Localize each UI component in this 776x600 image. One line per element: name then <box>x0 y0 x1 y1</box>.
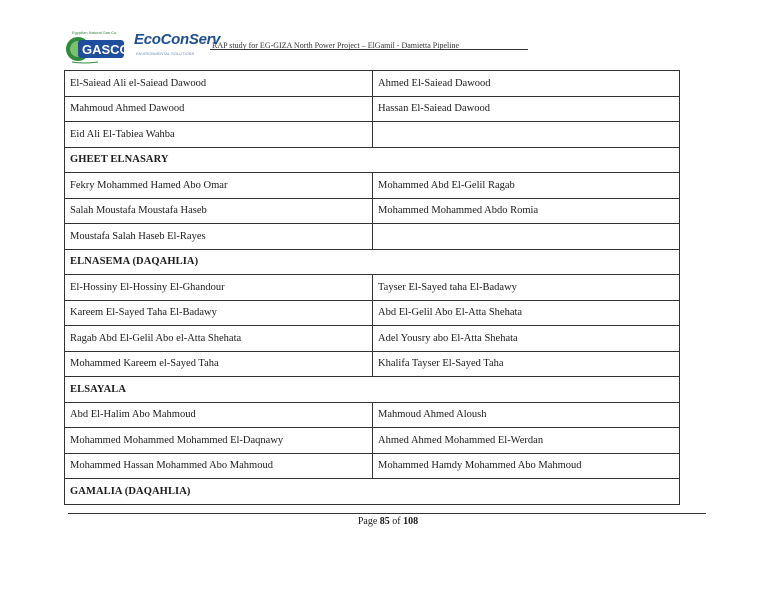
footer-divider <box>68 513 706 514</box>
name-cell-right: Tayser El-Sayed taha El-Badawy <box>373 275 680 301</box>
section-row <box>65 479 680 505</box>
name-cell-right: Khalifa Tayser El-Sayed Taha <box>373 351 680 377</box>
names-table-body <box>65 71 680 505</box>
name-cell-right: Abd El-Gelil Abo El-Atta Shehata <box>373 300 680 326</box>
table-row <box>65 453 680 479</box>
name-cell-left: Mohammed Hassan Mohammed Abo Mahmoud <box>65 453 373 479</box>
table-row <box>65 326 680 352</box>
table-row <box>65 351 680 377</box>
name-cell-left: Moustafa Salah Haseb El-Rayes <box>65 224 373 250</box>
table-row <box>65 96 680 122</box>
section-row <box>65 147 680 173</box>
name-cell-right: Mohammed Hamdy Mohammed Abo Mahmoud <box>373 453 680 479</box>
header-divider <box>210 49 528 50</box>
section-row <box>65 377 680 403</box>
page-of-label: of <box>392 516 401 527</box>
name-cell-left: El-Saiead Ali el-Saiead Dawood <box>65 71 373 97</box>
section-heading: ELNASEMA (DAQAHLIA) <box>65 249 680 275</box>
page-header <box>64 26 530 66</box>
section-heading: GHEET ELNASARY <box>65 147 680 173</box>
name-cell-right <box>373 122 680 148</box>
gasco-logo-text: GASCO <box>82 42 126 57</box>
name-cell-left: Ragab Abd El-Gelil Abo el-Atta Shehata <box>65 326 373 352</box>
gasco-logo <box>64 29 126 65</box>
table-row <box>65 300 680 326</box>
name-cell-right: Mohammed Mohammed Abdo Romia <box>373 198 680 224</box>
names-table <box>64 70 680 505</box>
name-cell-left: Eid Ali El-Tabiea Wahba <box>65 122 373 148</box>
table-row <box>65 122 680 148</box>
table-row <box>65 71 680 97</box>
name-cell-right: Ahmed Ahmed Mohammed El-Werdan <box>373 428 680 454</box>
page-label: Page <box>357 516 378 527</box>
name-cell-left: Mahmoud Ahmed Dawood <box>65 96 373 122</box>
ecoconserv-logo-subtext: ENVIRONMENTAL SOLUTIONS <box>136 51 195 56</box>
name-cell-left: El-Hossiny El-Hossiny El-Ghandour <box>65 275 373 301</box>
name-cell-right <box>373 224 680 250</box>
gasco-tagline: Egyptian Natural Gas Co. <box>72 30 118 35</box>
name-cell-right: Mahmoud Ahmed Aloush <box>373 402 680 428</box>
name-cell-left: Mohammed Kareem el-Sayed Taha <box>65 351 373 377</box>
document-title: RAP study for EG-GIZA North Power Project – ElGamil - Damietta Pipeline <box>212 41 459 50</box>
name-cell-right: Ahmed El-Saiead Dawood <box>373 71 680 97</box>
name-cell-left: Fekry Mohammed Hamed Abo Omar <box>65 173 373 199</box>
name-cell-left: Salah Moustafa Moustafa Haseb <box>65 198 373 224</box>
name-cell-right: Hassan El-Saiead Dawood <box>373 96 680 122</box>
table-row <box>65 402 680 428</box>
name-cell-left: Abd El-Halim Abo Mahmoud <box>65 402 373 428</box>
page-footer <box>0 516 776 527</box>
name-cell-right: Adel Yousry abo El-Atta Shehata <box>373 326 680 352</box>
section-heading: GAMALIA (DAQAHLIA) <box>65 479 680 505</box>
page-number: 85 <box>379 516 390 527</box>
table-row <box>65 173 680 199</box>
table-row <box>65 224 680 250</box>
table-row <box>65 198 680 224</box>
section-heading: ELSAYALA <box>65 377 680 403</box>
name-cell-left: Kareem El-Sayed Taha El-Badawy <box>65 300 373 326</box>
ecoconserv-logo-text: EcoConServ <box>134 31 221 48</box>
name-cell-right: Mohammed Abd El-Gelil Ragab <box>373 173 680 199</box>
page-total: 108 <box>403 516 419 527</box>
table-row <box>65 275 680 301</box>
name-cell-left: Mohammed Mohammed Mohammed El-Daqnawy <box>65 428 373 454</box>
section-row <box>65 249 680 275</box>
table-row <box>65 428 680 454</box>
